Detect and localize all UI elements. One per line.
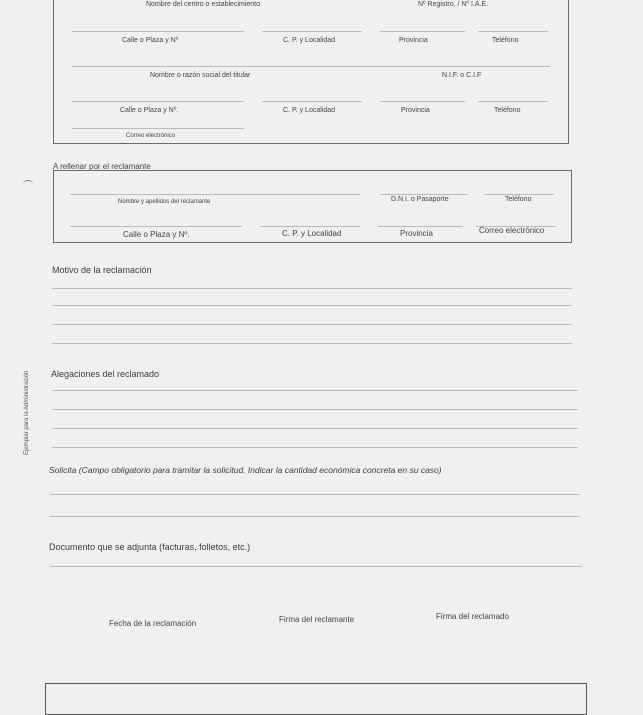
reason-label: Motivo de la reclamación bbox=[52, 265, 152, 275]
claim-date-label: Fecha de la reclamación bbox=[109, 619, 197, 628]
establishment-name-label: Nombre del centro o establecimiento bbox=[146, 1, 261, 8]
margin-copy-note: Ejemplar para la Administración bbox=[24, 370, 30, 455]
bottom-box-edge bbox=[45, 683, 587, 715]
request-label: Solicita (Campo obligatorio para tramitar la solicitud. Indicar la cantidad económica concreta en su caso) bbox=[49, 465, 442, 475]
establishment-row3-line-a bbox=[72, 101, 244, 102]
attachments-label: Documento que se adjunta (facturas, folletos, etc.) bbox=[49, 542, 251, 552]
establishment-postcode2-label: C. P. y Localidad bbox=[283, 107, 336, 114]
reason-line-4 bbox=[52, 343, 572, 344]
owner-line bbox=[72, 66, 550, 67]
request-line-1 bbox=[50, 494, 580, 495]
reason-line-3 bbox=[52, 324, 572, 325]
claimant-name-label: Nombre y apellidos del reclamante bbox=[118, 199, 211, 205]
claimant-row1-line-b bbox=[380, 194, 468, 195]
respondent-signature-label: Firma del reclamado bbox=[436, 612, 509, 621]
allegations-line-1 bbox=[52, 390, 578, 391]
claimant-row1-line-c bbox=[484, 194, 554, 195]
establishment-row1-line-b bbox=[262, 31, 362, 32]
claimant-row2-line-b bbox=[260, 226, 360, 227]
claimant-signature-label: Firma del reclamante bbox=[279, 615, 355, 624]
claimant-email-label: Correo electrónico bbox=[479, 226, 545, 235]
establishment-row1-line-c bbox=[380, 31, 465, 32]
establishment-row3-line-d bbox=[478, 101, 548, 102]
claimant-row2-line-c bbox=[378, 226, 463, 227]
establishment-street2-label: Calle o Plaza y Nº. bbox=[120, 107, 179, 114]
establishment-province2-label: Provincia bbox=[401, 107, 430, 114]
establishment-street-label: Calle o Plaza y Nº bbox=[122, 37, 179, 44]
claimant-section-title: A rellenar por el reclamante bbox=[53, 162, 151, 171]
owner-name-label: Nombre o razón social del titular bbox=[150, 72, 251, 79]
allegations-label: Alegaciones del reclamado bbox=[51, 369, 160, 379]
claimant-postcode-label: C. P. y Localidad bbox=[282, 229, 342, 238]
establishment-postcode-label: C. P. y Localidad bbox=[283, 37, 336, 44]
establishment-province-label: Provincia bbox=[399, 37, 428, 44]
claimant-row2-line-a bbox=[70, 226, 242, 227]
registry-number-label: Nº Registro, / Nº I.A.E. bbox=[418, 1, 489, 8]
punch-hole-mark bbox=[22, 180, 34, 189]
establishment-box bbox=[53, 0, 569, 144]
allegations-line-2 bbox=[52, 409, 578, 410]
establishment-phone-label: Teléfono bbox=[492, 37, 519, 44]
allegations-line-4 bbox=[52, 447, 578, 448]
establishment-email-label: Correo electrónico bbox=[126, 133, 176, 139]
request-line-2 bbox=[50, 516, 580, 517]
reason-line-1 bbox=[52, 288, 572, 289]
establishment-row3-line-b bbox=[262, 101, 362, 102]
claimant-id-label: D.N.I. o Pasaporte bbox=[391, 196, 449, 203]
attachments-line bbox=[50, 566, 582, 567]
establishment-row1-line-d bbox=[478, 31, 548, 32]
claimant-province-label: Provincia bbox=[400, 229, 433, 238]
allegations-line-3 bbox=[52, 428, 578, 429]
claimant-street-label: Calle o Plaza y Nº. bbox=[123, 230, 190, 239]
establishment-row3-line-c bbox=[380, 101, 465, 102]
establishment-phone2-label: Teléfono bbox=[494, 107, 521, 114]
nif-label: N.I.F. o C.I.F bbox=[442, 72, 482, 79]
claimant-phone-label: Teléfono bbox=[505, 196, 532, 203]
reason-line-2 bbox=[52, 305, 572, 306]
establishment-row1-line-a bbox=[72, 31, 244, 32]
claimant-row1-line-a bbox=[70, 194, 360, 195]
email-line bbox=[72, 128, 244, 129]
